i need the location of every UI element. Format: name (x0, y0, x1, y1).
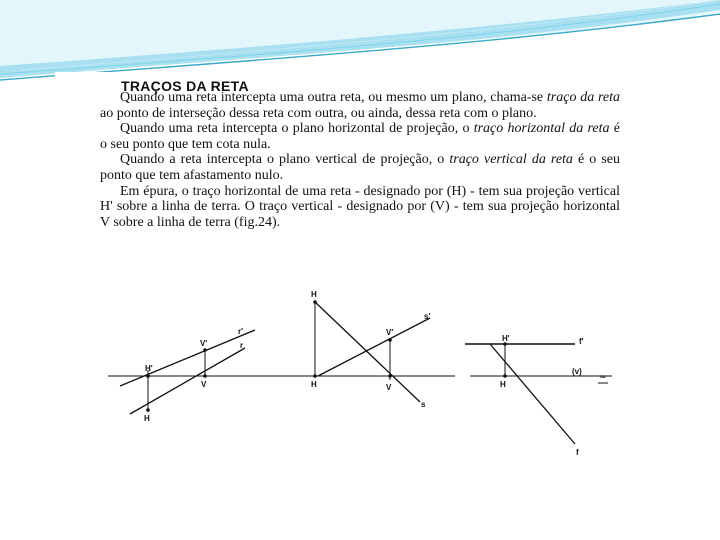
paragraph-text: ao ponto de interseção dessa reta com outra, ou ainda, dessa reta com o plano. (100, 105, 537, 121)
fig1-line-r-prime (120, 330, 255, 386)
fig2-label-h: H (311, 380, 317, 389)
fig2-point-h (313, 374, 317, 378)
paragraph-text: Quando uma reta intercepta uma outra reta, ou mesmo um plano, chama-se (120, 90, 547, 105)
fig1-label-h: H (144, 414, 150, 423)
paragraph-term: traço da reta (546, 90, 620, 105)
paragraph-term: traço vertical da reta (449, 152, 573, 168)
fig2-label-s-prime: s' (424, 312, 431, 321)
paragraph-term: traço horizontal da reta (473, 121, 610, 137)
paragraph-text: Em épura, o traço horizontal de uma reta - designado por (H) - tem sua projeção vertical H' sobre a linha de terra. O traço vertical - designado por (V) - tem sua projeção horizontal V sobre a linha de terra (fig.24). (100, 183, 620, 230)
paragraph-text: é o seu ponto que tem cota nula. (100, 121, 620, 152)
fig1-point-h-prime (146, 374, 150, 378)
fig3-label-f-prime: f' (579, 337, 584, 346)
paragraph-text: Quando uma reta intercepta o plano horizontal de projeção, o (120, 121, 474, 137)
fig2-point-v (388, 374, 392, 378)
fig1-label-v-prime: V' (200, 339, 208, 348)
fig1-point-v (203, 374, 207, 378)
fig2-label-v-prime: V' (386, 328, 394, 337)
fig1-label-r: r (240, 341, 244, 350)
fig1-label-r-prime: r' (238, 327, 244, 336)
fig2-point-h-top (313, 300, 317, 304)
fig3-point-h (503, 374, 507, 378)
fig3-label-f: f (576, 448, 579, 457)
fig2-line-s (315, 302, 420, 402)
fig3-line-f (490, 344, 575, 444)
fig3-label-h: H (500, 380, 506, 389)
fig1-point-v-prime (203, 348, 207, 352)
paragraph-text: Quando a reta intercepta o plano vertical de projeção, o (120, 152, 450, 168)
fig2-point-v-prime (388, 338, 392, 342)
fig1-label-h-prime: H' (145, 364, 153, 373)
fig2-label-s: s (421, 400, 426, 409)
fig2-label-v: V (386, 383, 392, 392)
fig3-label-v: (v) (572, 367, 582, 376)
fig2-label-h-top: H (311, 290, 317, 299)
fig1-point-h (146, 408, 150, 412)
fig3-label-infinity: ∞ (600, 372, 606, 381)
fig1-label-v: V (201, 380, 207, 389)
document-title: TRAÇOS DA RETA (121, 78, 249, 94)
paragraph-text: é o seu ponto que tem afastamento nulo. (100, 152, 620, 183)
fig3-label-h-prime: H' (502, 334, 510, 343)
fig2-line-s-prime (318, 318, 430, 376)
